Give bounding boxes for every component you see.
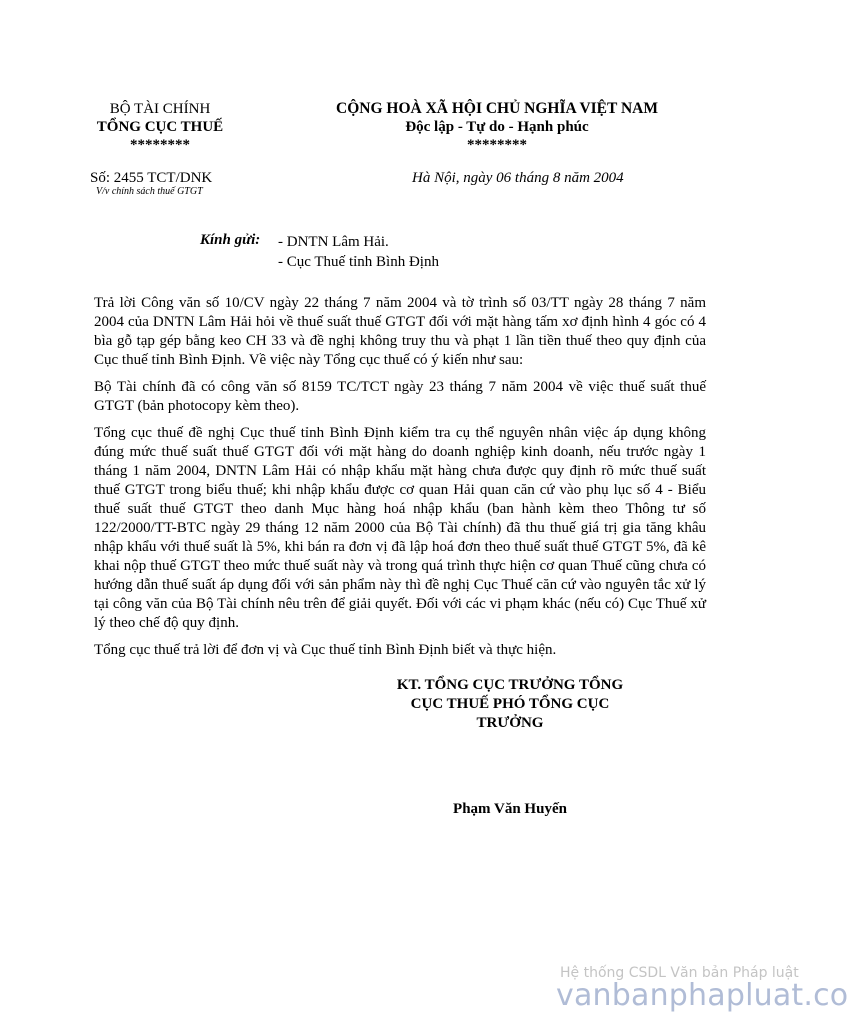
recipients-label: Kính gửi: [200, 232, 261, 248]
republic-title: CỘNG HOÀ XÃ HỘI CHỦ NGHĨA VIỆT NAM [336, 100, 658, 117]
ministry-name: BỘ TÀI CHÍNH [109, 101, 211, 117]
agency-name: TỔNG CỤC THUẾ [96, 119, 224, 135]
signer-name: Phạm Văn Huyến [453, 801, 567, 817]
motto-stars: ******** [467, 137, 527, 153]
body-paragraph: Tổng cục thuế trả lời để đơn vị và Cục thuế tỉnh Bình Định biết và thực hiện. [94, 642, 557, 658]
signature-title: KT. TỔNG CỤC TRƯỞNG TỔNG CỤC THUẾ PHÓ TỔNG CỤC TRƯỞNG [396, 677, 624, 731]
document-date: Hà Nội, ngày 06 tháng 8 năm 2004 [412, 170, 624, 186]
recipient-item: - DNTN Lâm Hải. [278, 234, 389, 250]
recipients-list [278, 232, 439, 272]
issuer-stars: ******** [130, 137, 190, 153]
body-paragraph: Tổng cục thuế đề nghị Cục thuế tỉnh Bình Định kiểm tra cụ thể nguyên nhân việc áp dụng không đúng mức thuế suất thuế GTGT đối với mặt hàng do doanh nghiệp kinh doanh, nếu trước ngày 1 tháng 1 năm 2004, DNTN Lâm Hải có nhập khẩu mặt hàng chưa được quy định rõ mức thuế suất thuế GTGT trong biểu thuế; khi nhập khẩu được cơ quan Hải quan căn cứ vào phụ lục số 4 - Biểu thuế suất thuế GTGT theo danh Mục hàng hoá nhập khẩu (ban hành kèm theo Thông tư số 122/2000/TT-BTC ngày 29 tháng 12 năm 2000 của Bộ Tài chính) đã thu thuế giá trị gia tăng khâu nhập khẩu với thuế suất là 5%, khi bán ra đơn vị đã lập hoá đơn theo thuế suất thuế GTGT 5%, đã kê khai nộp thuế GTGT theo mức thuế suất này và trong quá trình thực hiện cơ quan Thuế cũng chưa có hướng dẫn thuế suất áp dụng đối với sản phẩm này thì đề nghị Cục Thuế căn cứ vào nguyên tắc xử lý tại công văn của Bộ Tài chính nêu trên để giải quyết. Đối với các vi phạm khác (nếu có) Cục Thuế xử lý theo chế độ quy định. [94, 425, 706, 631]
watermark-caption: Hệ thống CSDL Văn bản Pháp luật [560, 965, 799, 981]
national-header [262, 100, 732, 154]
letter-body [94, 294, 706, 668]
document-number: Số: 2455 TCT/DNK [90, 170, 213, 186]
body-paragraph: Bộ Tài chính đã có công văn số 8159 TC/TCT ngày 23 tháng 7 năm 2004 về việc thuế suất thuế GTGT (bản photocopy kèm theo). [94, 379, 706, 414]
document-subject: V/v chính sách thuế GTGT [96, 186, 203, 197]
issuer-block [60, 100, 260, 154]
body-paragraph: Trả lời Công văn số 10/CV ngày 22 tháng 7 năm 2004 và tờ trình số 03/TT ngày 28 tháng 7 năm 2004 của DNTN Lâm Hải hỏi về thuế suất thuế GTGT đối với mặt hàng tấm xơ định hình 4 góc có 4 bìa gỗ tạp gép bằng keo CH 33 và đề nghị không truy thu và phạt 1 lần tiền thuế theo quy định của Cục thuế tỉnh Bình Định. Về việc này Tổng cục thuế có ý kiến như sau: [94, 295, 706, 368]
national-motto: Độc lập - Tự do - Hạnh phúc [405, 119, 589, 135]
recipient-item: - Cục Thuế tỉnh Bình Định [278, 254, 439, 270]
watermark-site: vanbanphapluat.co [556, 978, 848, 1013]
